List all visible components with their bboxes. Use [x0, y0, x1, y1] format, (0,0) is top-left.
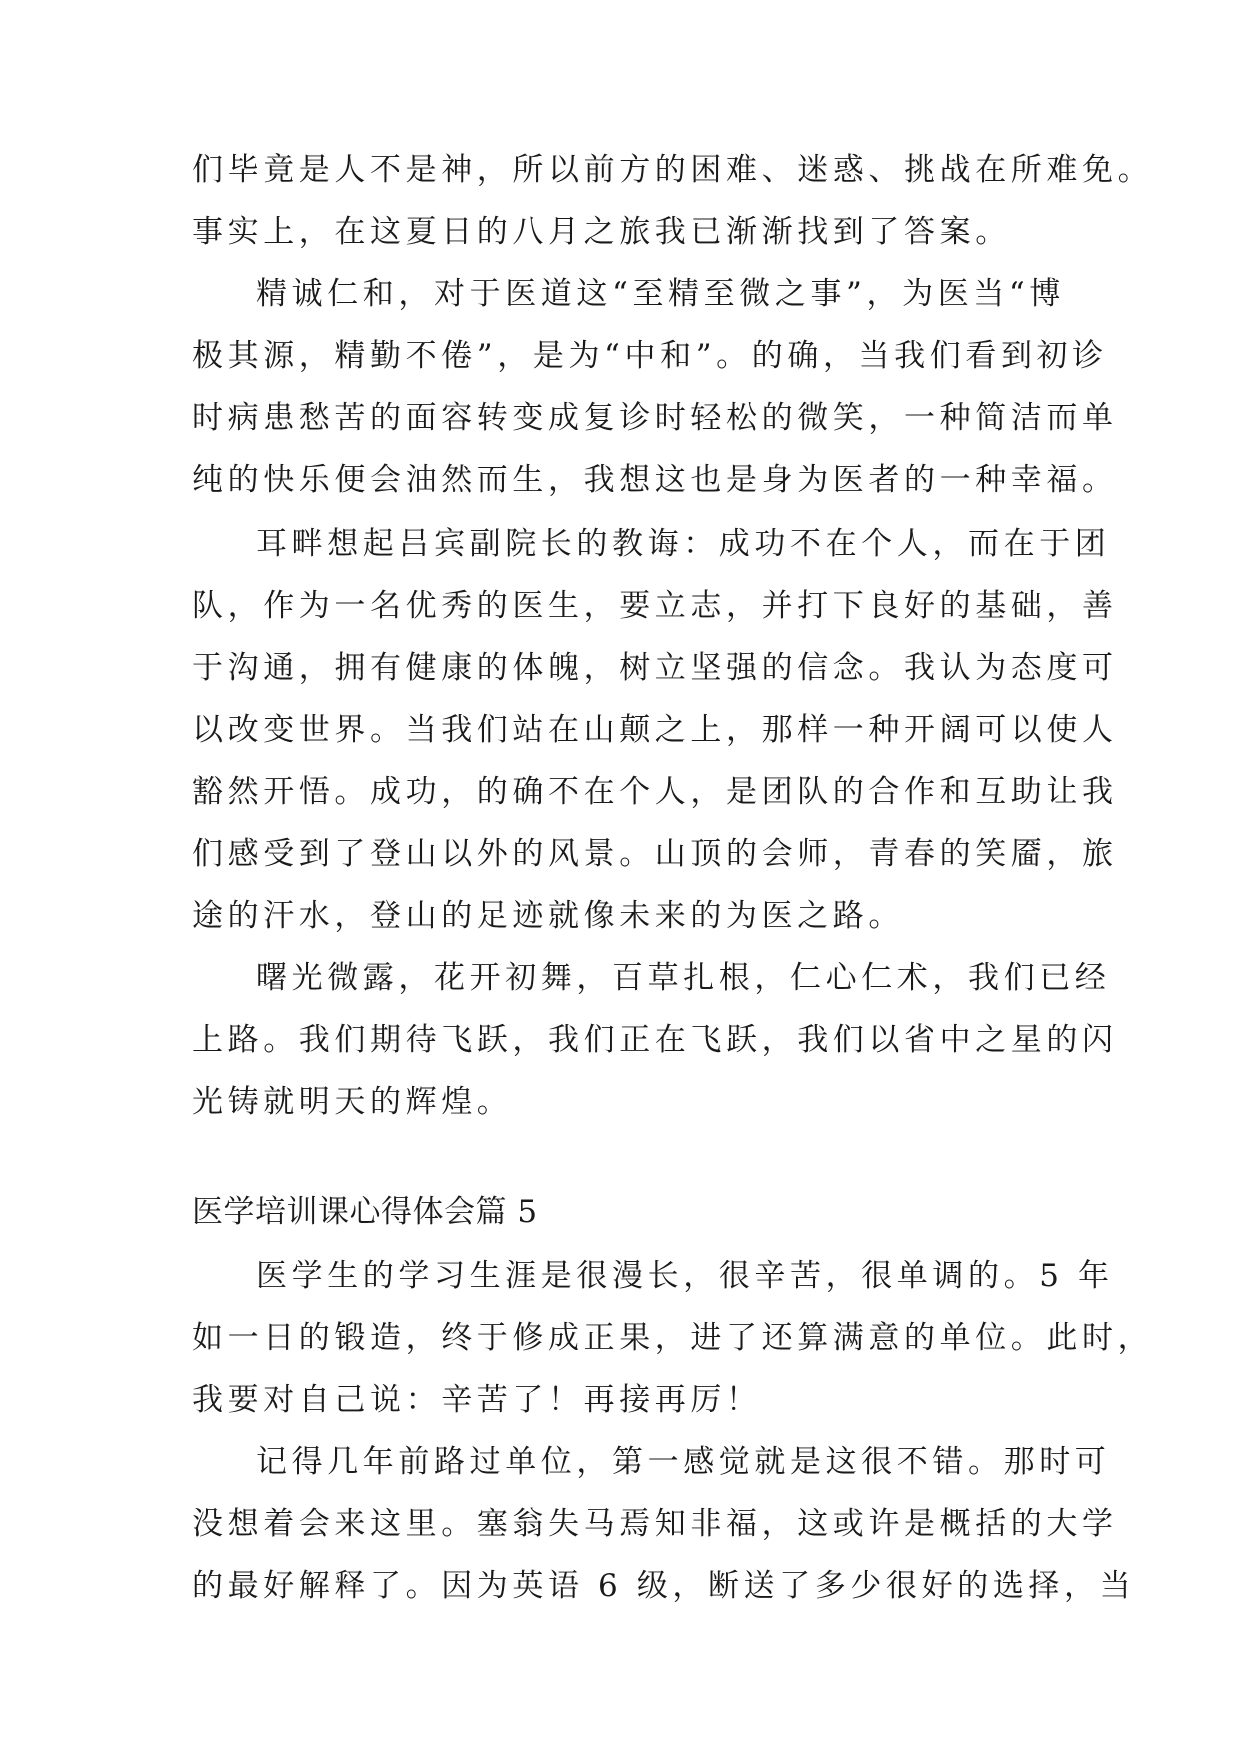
paragraph-line: 时病患愁苦的面容转变成复诊时轻松的微笑，一种简洁而单 — [192, 400, 1118, 436]
paragraph-line: 如一日的锻造，终于修成正果，进了还算满意的单位。此时， — [192, 1320, 1154, 1356]
paragraph-line: 以改变世界。当我们站在山颠之上，那样一种开阔可以使人 — [192, 712, 1118, 748]
paragraph-line: 事实上，在这夏日的八月之旅我已渐渐找到了答案。 — [192, 214, 1011, 250]
paragraph-line: 没想着会来这里。塞翁失马焉知非福，这或许是概括的大学 — [192, 1506, 1118, 1542]
paragraph-line: 上路。我们期待飞跃，我们正在飞跃，我们以省中之星的闪 — [192, 1022, 1118, 1058]
paragraph-line: 医学生的学习生涯是很漫长，很辛苦，很单调的。5 年 — [256, 1258, 1114, 1294]
paragraph-line: 精诚仁和，对于医道这“至精至微之事”，为医当“博 — [256, 276, 1065, 312]
paragraph-line: 豁然开悟。成功，的确不在个人，是团队的合作和互助让我 — [192, 774, 1118, 810]
paragraph-line: 途的汗水，登山的足迹就像未来的为医之路。 — [192, 898, 904, 934]
paragraph-line: 纯的快乐便会油然而生，我想这也是身为医者的一种幸福。 — [192, 462, 1118, 498]
paragraph-line: 们毕竟是人不是神，所以前方的困难、迷惑、挑战在所难免。 — [192, 152, 1154, 188]
paragraph-line: 极其源，精勤不倦”，是为“中和”。的确，当我们看到初诊 — [192, 338, 1108, 374]
paragraph-line: 们感受到了登山以外的风景。山顶的会师，青春的笑靥，旅 — [192, 836, 1118, 872]
paragraph-line: 曙光微露，花开初舞，百草扎根，仁心仁术，我们已经 — [256, 960, 1111, 996]
paragraph-line: 光铸就明天的辉煌。 — [192, 1084, 513, 1120]
paragraph-line: 耳畔想起吕宾副院长的教诲：成功不在个人，而在于团 — [256, 526, 1111, 562]
paragraph-line: 记得几年前路过单位，第一感觉就是这很不错。那时可 — [256, 1444, 1111, 1480]
section-heading: 医学培训课心得体会篇 5 — [192, 1194, 538, 1230]
paragraph-line: 我要对自己说：辛苦了！再接再厉！ — [192, 1382, 762, 1418]
paragraph-line: 队，作为一名优秀的医生，要立志，并打下良好的基础，善 — [192, 588, 1118, 624]
paragraph-line: 的最好解释了。因为英语 6 级，断送了多少很好的选择，当 — [192, 1568, 1136, 1604]
paragraph-line: 于沟通，拥有健康的体魄，树立坚强的信念。我认为态度可 — [192, 650, 1118, 686]
